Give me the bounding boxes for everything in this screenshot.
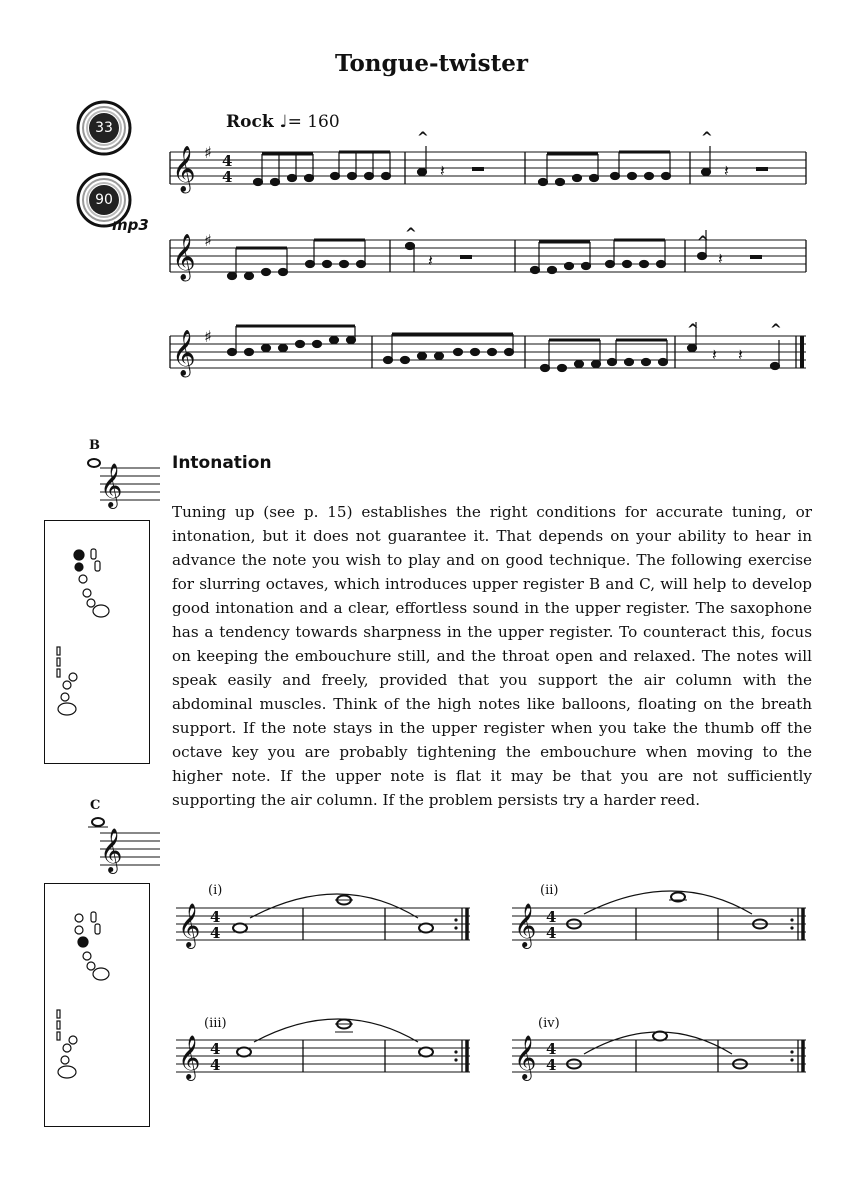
svg-text:4: 4 bbox=[210, 1056, 221, 1074]
section-body: Tuning up (see p. 15) establishes the right conditions for accurate tuning, or intonation, but it does not guarantee it. That depends on your ability to hear in advance the note you wish to play and on good technique. The following exercise for slurring octaves, which introduces upper register B and C, will help to develop good intonation and a clear, effortless sound in the upper register. The saxophone has a tendency towards sharpness in the upper register. To counteract this, focus on keeping the embouchure still, and the throat open and relaxed. The notes will speak easily and freely, provided that you support the air column with the abdominal muscles. Think of the high notes like balloons, floating on the breath support. If the note stays in the upper register when you take the thumb off the octave key you are probably tightening the embouchure when moving to the higher note. If the upper note is flat it may be that you are not sufficiently supporting the air column. If the problem persists try a harder reed. bbox=[172, 503, 812, 809]
treble-clef-icon: 𝄞 bbox=[100, 828, 123, 872]
svg-text:^: ^ bbox=[697, 234, 709, 250]
svg-text:4: 4 bbox=[546, 1040, 557, 1058]
section-heading: Intonation bbox=[172, 453, 272, 473]
sharp-icon: ♯ bbox=[204, 143, 212, 162]
svg-text:𝄽: 𝄽 bbox=[738, 345, 743, 364]
treble-clef-icon: 𝄞 bbox=[172, 330, 196, 376]
exercise-label-1: (i) bbox=[208, 883, 223, 898]
tempo-style: Rock bbox=[226, 112, 274, 132]
svg-text:𝄽: 𝄽 bbox=[718, 249, 723, 268]
slurs bbox=[250, 891, 752, 1054]
treble-clef-icon: 𝄞 bbox=[172, 234, 196, 280]
exercise-label-2: (ii) bbox=[540, 883, 559, 898]
svg-text:4: 4 bbox=[210, 1040, 221, 1058]
exercise-label-4: (iv) bbox=[538, 1016, 560, 1031]
svg-text:4: 4 bbox=[222, 152, 233, 170]
exercise-label-3: (iii) bbox=[204, 1016, 227, 1031]
fingering-note-label: C bbox=[90, 798, 101, 813]
svg-text:4: 4 bbox=[546, 1056, 557, 1074]
svg-text:^: ^ bbox=[405, 226, 417, 242]
mp3-label: mp3 bbox=[112, 216, 149, 234]
sharp-icon: ♯ bbox=[204, 231, 212, 250]
svg-text:4: 4 bbox=[210, 908, 221, 926]
time-signatures bbox=[210, 908, 556, 1074]
mp3-track-number: 90 bbox=[89, 185, 119, 215]
svg-text:^: ^ bbox=[417, 130, 429, 146]
quarter-note-icon: ♩ bbox=[279, 112, 288, 132]
cd-track-number: 33 bbox=[89, 113, 119, 143]
svg-text:^: ^ bbox=[701, 130, 713, 146]
svg-text:𝄽: 𝄽 bbox=[440, 161, 445, 180]
svg-text:𝄽: 𝄽 bbox=[428, 251, 433, 270]
treble-clef-icon: 𝄞 bbox=[178, 1035, 201, 1079]
svg-text:𝄽: 𝄽 bbox=[724, 161, 729, 180]
svg-text:4: 4 bbox=[546, 908, 557, 926]
treble-clef-icon: 𝄞 bbox=[172, 146, 196, 192]
page-title: Tongue-twister bbox=[334, 50, 528, 77]
svg-text:4: 4 bbox=[222, 168, 233, 186]
svg-text:^: ^ bbox=[687, 322, 699, 338]
treble-clef-icon: 𝄞 bbox=[178, 903, 201, 947]
tempo-value: = 160 bbox=[287, 112, 340, 132]
sharp-icon: ♯ bbox=[204, 327, 212, 346]
svg-text:^: ^ bbox=[770, 322, 782, 338]
treble-clef-icon: 𝄞 bbox=[100, 463, 123, 507]
treble-clef-icon: 𝄞 bbox=[514, 1035, 537, 1079]
fingering-note-label: B bbox=[89, 438, 100, 453]
svg-text:𝄽: 𝄽 bbox=[712, 345, 717, 364]
svg-text:4: 4 bbox=[546, 924, 557, 942]
treble-clef-icon: 𝄞 bbox=[514, 903, 537, 947]
svg-text:4: 4 bbox=[210, 924, 221, 942]
